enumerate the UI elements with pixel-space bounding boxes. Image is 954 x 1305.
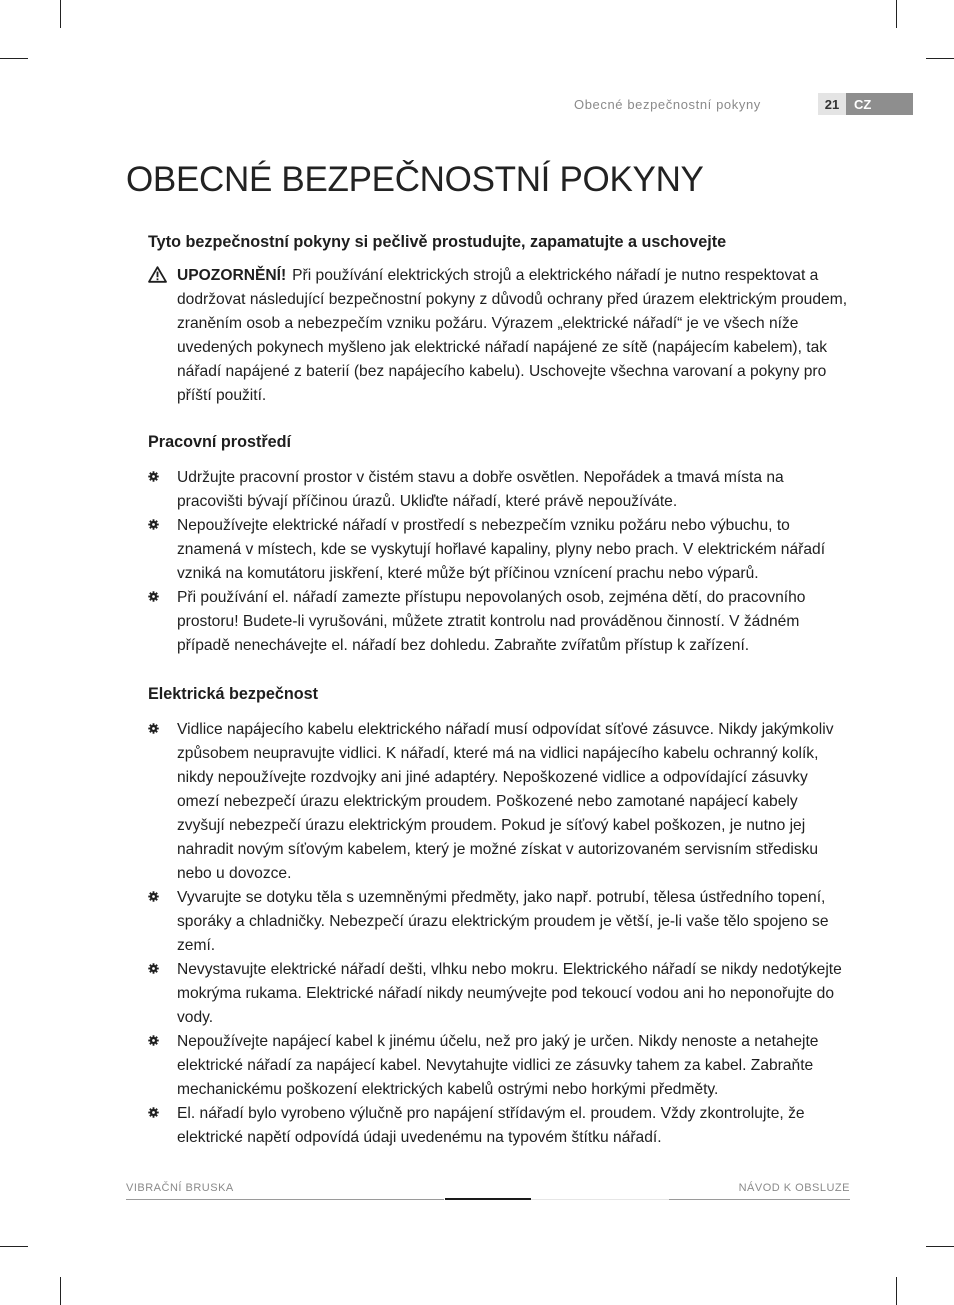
list-item-text: Nepoužívejte elektrické nářadí v prostředí s nebezpečím vzniku požáru nebo výbuchu, to znamená v místech, kde se vyskytují hořlavé kapaliny, plyny nebo prach. V elektrickém nářadí vzniká na komutátoru jiskření, které může být příčinou vznícení prachu nebo výparů.	[177, 517, 826, 582]
cog-bullet-icon	[148, 1030, 177, 1102]
crop-mark	[896, 1277, 897, 1305]
crop-mark	[926, 58, 954, 59]
footer-divider	[669, 1199, 850, 1200]
cog-bullet-icon	[148, 1102, 177, 1150]
list-item	[148, 718, 848, 886]
list-item	[148, 958, 848, 1030]
document-body	[148, 230, 848, 1150]
footer-divider-accent	[445, 1198, 531, 1200]
intro-heading: Tyto bezpečnostní pokyny si pečlivě prostudujte, zapamatujte a uschovejte	[148, 233, 727, 251]
crop-mark	[0, 1246, 28, 1247]
list-item	[148, 514, 848, 586]
section-heading-electrical-safety: Elektrická bezpečnost	[148, 685, 319, 703]
list-item-text: El. nářadí bylo vyrobeno výlučně pro napájení střídavým el. proudem. Vždy zkontrolujte, že elektrické napětí odpovídá údaji uvedenému na typovém štítku nářadí.	[177, 1105, 805, 1146]
footer-divider	[126, 1199, 444, 1200]
warning-body: Při používání elektrických strojů a elektrického nářadí je nutno respektovat a dodržovat následující bezpečnostní pokyny z důvodů ochrany před úrazem elektrickým proudem, zraněním osob a nebezpečím vzniku požáru. Výrazem „elektrické nářadí“ je ve všech níže uvedených pokynech myšleno jak elektrické nářadí napájené ze sítě (napájecím kabelem), tak nářadí napájené z baterií (bez napájecího kabelu). Uschovejte všechna varovaní a pokyny pro příští použití.	[177, 267, 848, 404]
list-item-text: Při používání el. nářadí zamezte přístupu nepovolaných osob, zejména dětí, do pracovního prostoru! Budete-li vyrušováni, můžete ztratit kontrolu nad prováděnou činností. V žádném případě nenechávejte el. nářadí bez dohledu. Zabraňte zvířatům přístup k zařízení.	[177, 589, 806, 654]
list-item-text: Nepoužívejte napájecí kabel k jinému účelu, než pro jaký je určen. Nikdy nenoste a netahejte elektrické nářadí za napájecí kabel. Nevytahujte vidlici ze zásuvky tahem za kabel. Zabraňte mechanickému poškození elektrických kabelů ostrými nebo horkými předměty.	[177, 1033, 819, 1098]
crop-mark	[60, 0, 61, 28]
cog-bullet-icon	[148, 718, 177, 886]
footer-product-name: VIBRAČNÍ BRUSKA	[126, 1182, 234, 1194]
footer-manual-label: NÁVOD K OBSLUZE	[738, 1182, 850, 1194]
cog-bullet-icon	[148, 586, 177, 658]
list-item-text: Nevystavujte elektrické nářadí dešti, vlhku nebo mokru. Elektrického nářadí se nikdy nedotýkejte mokrýma rukama. Elektrické nářadí nikdy neumývejte pod tekoucí vodou ani ho neponořujte do vody.	[177, 961, 842, 1026]
cog-bullet-icon	[148, 886, 177, 958]
bullet-list-electrical-safety	[148, 718, 848, 1150]
list-item	[148, 1030, 848, 1102]
bullet-list-work-area	[148, 466, 848, 658]
crop-mark	[896, 0, 897, 28]
list-item-text: Udržujte pracovní prostor v čistém stavu a dobře osvětlen. Nepořádek a tmavá místa na pracovišti bývají příčinou úrazů. Ukliďte nářadí, které právě nepoužíváte.	[177, 469, 784, 510]
footer-divider	[531, 1199, 669, 1200]
crop-mark	[926, 1246, 954, 1247]
crop-mark	[60, 1277, 61, 1305]
warning-label: UPOZORNĚNÍ!	[177, 267, 287, 284]
list-item	[148, 466, 848, 514]
cog-bullet-icon	[148, 958, 177, 1030]
cog-bullet-icon	[148, 466, 177, 514]
list-item-text: Vyvarujte se dotyku těla s uzemněnými předměty, jako např. potrubí, tělesa ústředního topení, sporáky a chladničky. Nebezpečí úrazu elektrickým proudem je větší, je-li vaše tělo spojeno se zemí.	[177, 889, 829, 954]
section-heading-work-area: Pracovní prostředí	[148, 433, 292, 451]
crop-mark	[0, 58, 28, 59]
warning-text	[177, 264, 848, 408]
list-item	[148, 886, 848, 958]
page-number: 21	[818, 93, 846, 115]
running-header-title: Obecné bezpečnostní pokyny	[574, 97, 761, 112]
list-item-text: Vidlice napájecího kabelu elektrického nářadí musí odpovídat síťové zásuvce. Nikdy jakýmkoliv způsobem neupravujte vidlici. K nářadí, které má na vidlici napájecího kabelu ochranný kolík, nikdy nepoužívejte rozdvojky ani jiné adaptéry. Nepoškozené vidlice a odpovídající zásuvky omezí nebezpečí úrazu elektrickým proudem. Poškozené nebo zamotané napájecí kabely zvyšují nebezpečí úrazu elektrickým proudem. Pokud je síťový kabel poškozen, je nutno jej nahradit novým síťovým kabelem, který je možné získat v autorizovaném servisním středisku nebo u dovozce.	[177, 721, 834, 882]
warning-block	[148, 264, 848, 408]
warning-triangle-icon	[148, 264, 177, 408]
page-tab	[818, 93, 913, 115]
list-item	[148, 1102, 848, 1150]
language-code: CZ	[846, 93, 913, 115]
list-item	[148, 586, 848, 658]
cog-bullet-icon	[148, 514, 177, 586]
page-title: OBECNÉ BEZPEČNOSTNÍ POKYNY	[126, 160, 704, 199]
